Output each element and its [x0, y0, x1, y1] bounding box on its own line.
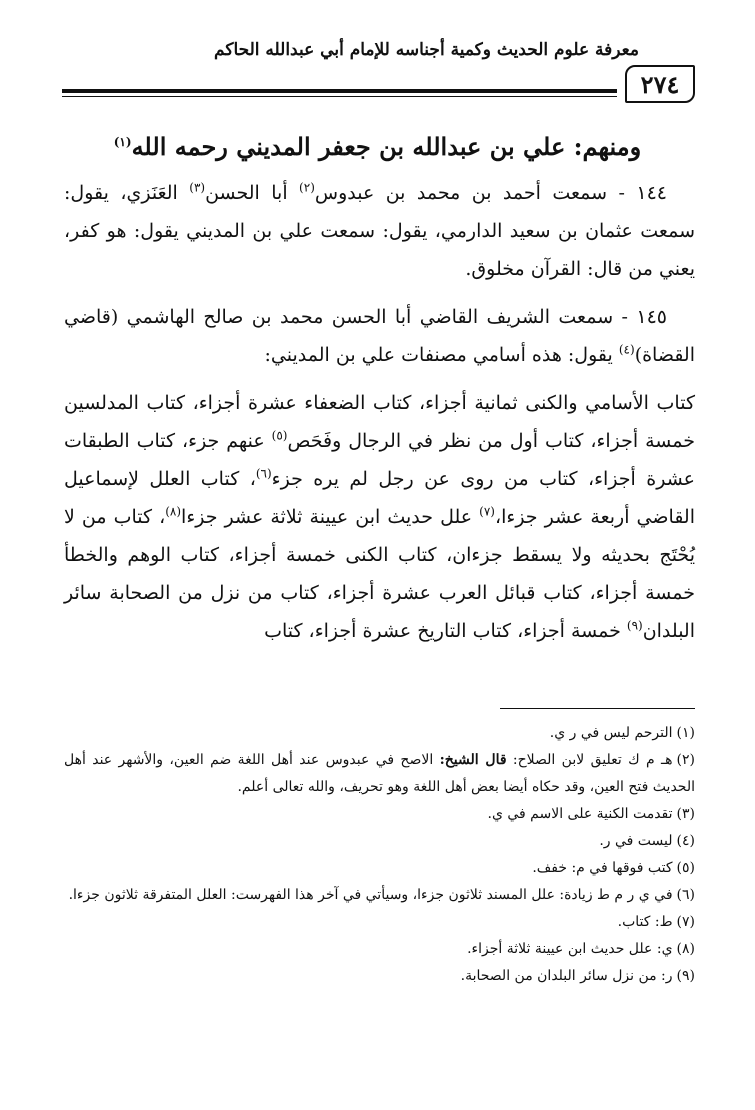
footnote-number: (١): [676, 725, 695, 741]
footnote-ref[interactable]: (١): [113, 135, 132, 149]
running-header: معرفة علوم الحديث وكمية أجناسه للإمام أبي عبدالله الحاكم: [214, 40, 639, 60]
paragraph-text: ١٤٤ - سمعت أحمد بن محمد بن عبدوس: [314, 182, 667, 204]
footnote-ref[interactable]: (٥): [271, 428, 288, 443]
footnote-ref[interactable]: (٦): [255, 466, 272, 481]
paragraph-text: عنهم جزء، كتاب الطبقات عشرة أجزاء، كتاب من روى عن رجل لم يره جزء: [64, 430, 695, 490]
footnote-7: [64, 909, 695, 936]
footnote-number: (٢): [676, 752, 695, 768]
paragraph-text: علل حديث ابن عيينة ثلاثة عشر جزءا: [181, 506, 480, 528]
footnote-text: ليست في ر.: [599, 833, 673, 849]
footnote-text: كتب فوقها في م: خفف.: [532, 860, 673, 876]
footnote-number: (٦): [676, 887, 695, 903]
footnote-text: ر: من نزل سائر البلدان من الصحابة.: [460, 968, 673, 984]
footnote-8: [64, 936, 695, 963]
works-list: [64, 384, 695, 650]
footnote-ref[interactable]: (٩): [626, 618, 643, 633]
paragraph-text: ، كتاب العلل لإسماعيل القاضي أربعة عشر جزءا،: [64, 468, 695, 528]
paragraph-text: ١٤٥ - سمعت الشريف القاضي أبا الحسن محمد بن صالح الهاشمي (قاضي القضاة): [64, 306, 695, 366]
footnote-number: (٩): [676, 968, 695, 984]
footnote-text: الاصح في عبدوس عند أهل اللغة ضم العين، والأشهر عند أهل الحديث فتح العين، وقد حكاه أيضا بعض أهل اللغة وهو تحريف، والله تعالى أعلم.: [64, 752, 695, 795]
footnote-text: ط: كتاب.: [617, 914, 673, 930]
paragraph-145: [64, 298, 695, 374]
paragraph-text: يقول: هذه أسامي مصنفات علي بن المديني:: [264, 344, 619, 366]
footnote-text: تقدمت الكنية على الاسم في ي.: [487, 806, 673, 822]
section-heading-text: ومنهم: علي بن عبدالله بن جعفر المديني رحمه الله: [131, 132, 642, 161]
footnote-6: [64, 882, 695, 909]
footnote-number: (٨): [676, 941, 695, 957]
paragraph-text: ، كتاب من لا يُحْتَج بحديثه ولا يسقط جزءان، كتاب الكنى خمسة أجزاء، كتاب الوهم والخطأ خمسة أجزاء، كتاب قبائل العرب عشرة أجزاء، كتاب من نزل من الصحابة سائر البلدان: [64, 506, 695, 642]
footnote-ref[interactable]: (٧): [479, 504, 495, 519]
footnote-text: الترحم ليس في ر ي.: [549, 725, 673, 741]
footnote-number: (٥): [676, 860, 695, 876]
footnote-3: [64, 801, 695, 828]
body-text: [64, 174, 695, 650]
footnote-ref[interactable]: (٨): [165, 504, 182, 519]
paragraph-text: خمسة أجزاء، كتاب التاريخ عشرة أجزاء، كتاب: [264, 620, 627, 642]
footnote-text: ي: علل حديث ابن عيينة ثلاثة أجزاء.: [467, 941, 673, 957]
paragraph-144: [64, 174, 695, 288]
footnote-bold-text: قال الشيخ:: [439, 752, 507, 768]
paragraph-text: أبا الحسن: [205, 182, 300, 204]
section-heading: [110, 132, 645, 161]
footnotes: [64, 720, 695, 990]
page-number: ٢٧٤: [625, 65, 695, 103]
footnote-9: [64, 963, 695, 990]
footnote-number: (٣): [676, 806, 695, 822]
footnote-2: [64, 747, 695, 801]
footnote-5: [64, 855, 695, 882]
footnote-ref[interactable]: (٢): [299, 180, 315, 195]
footnote-4: [64, 828, 695, 855]
footnote-number: (٤): [676, 833, 695, 849]
header-rule-thin: [62, 96, 617, 97]
footnote-ref[interactable]: (٣): [189, 180, 206, 195]
paragraph-text: العَنَزي، يقول: سمعت عثمان بن سعيد الدارمي، يقول: سمعت علي بن المديني يقول: هو كفر، يعني من قال: القرآن مخلوق.: [64, 182, 695, 280]
footnote-text: في ي ر م ط زيادة: علل المسند ثلاثون جزءا، وسيأتي في آخر هذا الفهرست: العلل المتفرقة ثلاثون جزءا.: [68, 887, 673, 903]
footnote-text: هـ م ك تعليق لابن الصلاح:: [506, 752, 673, 768]
paragraph-text: كتاب الأسامي والكنى ثمانية أجزاء، كتاب الضعفاء عشرة أجزاء، كتاب المدلسين خمسة أجزاء، كتاب أول من نظر في الرجال وفَحَص: [64, 392, 695, 452]
header-rule: [62, 89, 617, 93]
footnote-ref[interactable]: (٤): [618, 342, 635, 357]
footnote-divider: [500, 708, 695, 709]
footnote-number: (٧): [676, 914, 695, 930]
footnote-1: [64, 720, 695, 747]
